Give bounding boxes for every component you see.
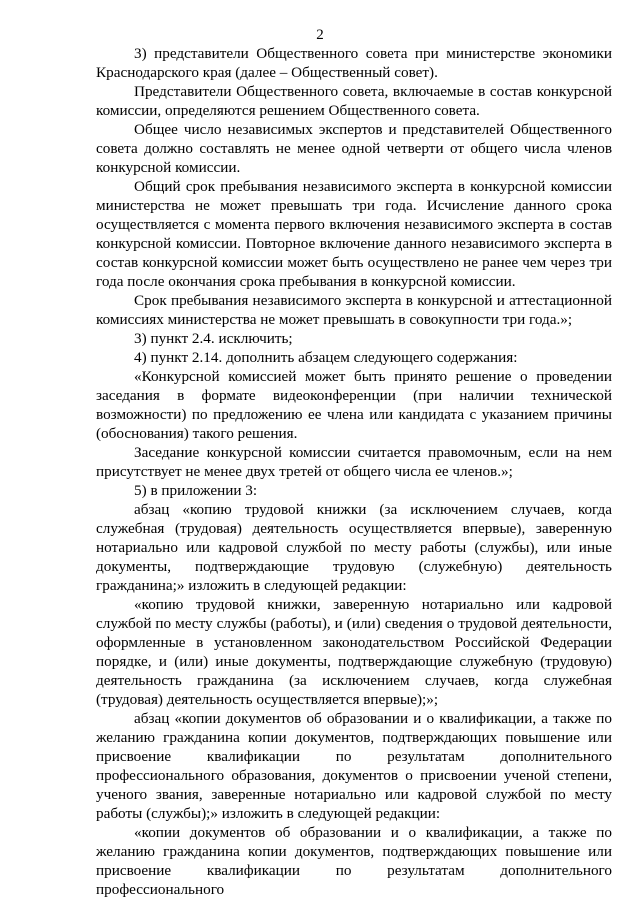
paragraph-point-2-14: 4) пункт 2.14. дополнить абзацем следующего содержания:	[134, 349, 518, 366]
paragraph-workbook-old: абзац «копию трудовой книжки (за исключением случаев, когда служебная (трудовая) деятельность осуществляется впервые), заверенную нотариально или кадровой службой по месту работы (службы), или иные документы, подтверждающие трудовую (служебную) деятельность гражданина;» изложить в следующей редакции:	[96, 501, 612, 594]
paragraph-videoconference: «Конкурсной комиссией может быть принято решение о проведении заседания в формате видеоконференции (при наличии технической возможности) по предложению ее члена или кандидата с указанием причины (обоснования) такого решения.	[96, 368, 612, 442]
paragraph-point-2-4: 3) пункт 2.4. исключить;	[134, 330, 293, 347]
page-number: 2	[316, 27, 324, 43]
paragraph-workbook-new: «копию трудовой книжки, заверенную нотариально или кадровой службой по месту службы (работы), и (или) сведения о трудовой деятельности, оформленные в установленном законодательством Российской Федерации порядке, и (или) иные документы, подтверждающие служебную (трудовую) деятельность гражданина (за исключением случаев, когда служебная (трудовая) деятельность осуществляется впервые);»;	[96, 596, 612, 708]
paragraph-education-old: абзац «копии документов об образовании и о квалификации, а также по желанию гражданина копии документов, подтверждающих повышение или присвоение квалификации по результатам дополнительного профессионального образования, документов о присвоении ученой степени, ученого звания, заверенные нотариально или кадровой службой по месту работы (службы);» изложить в следующей редакции:	[96, 710, 612, 822]
paragraph-appendix-3: 5) в приложении 3:	[134, 482, 258, 499]
paragraph-education-new: «копии документов об образовании и о квалификации, а также по желанию гражданина копии документов, подтверждающих повышение или присвоение квалификации по результатам дополнительного профессионального	[96, 824, 612, 898]
paragraph-experts-quota: Общее число независимых экспертов и представителей Общественного совета должно составлять не менее одной четверти от общего числа членов конкурсной комиссии.	[96, 121, 612, 176]
document-body	[96, 44, 612, 899]
paragraph-quorum: Заседание конкурсной комиссии считается правомочным, если на нем присутствует не менее двух третей от общего числа ее членов.»;	[96, 444, 612, 480]
paragraph-item-3-public-council: 3) представители Общественного совета при министерстве экономики Краснодарского края (далее – Общественный совет).	[96, 45, 612, 81]
paragraph-combined-term: Срок пребывания независимого эксперта в конкурсной и аттестационной комиссиях министерства не может превышать в совокупности три года.»;	[96, 292, 612, 328]
paragraph-council-representatives: Представители Общественного совета, включаемые в состав конкурсной комиссии, определяются решением Общественного совета.	[96, 83, 612, 119]
paragraph-expert-term: Общий срок пребывания независимого эксперта в конкурсной комиссии министерства не может превышать три года. Исчисление данного срока осуществляется с момента первого включения независимого эксперта в состав конкурсной комиссии. Повторное включение данного независимого эксперта в состав конкурсной комиссии может быть осуществлено не ранее чем через три года после окончания срока пребывания в конкурсной комиссии.	[96, 178, 612, 290]
